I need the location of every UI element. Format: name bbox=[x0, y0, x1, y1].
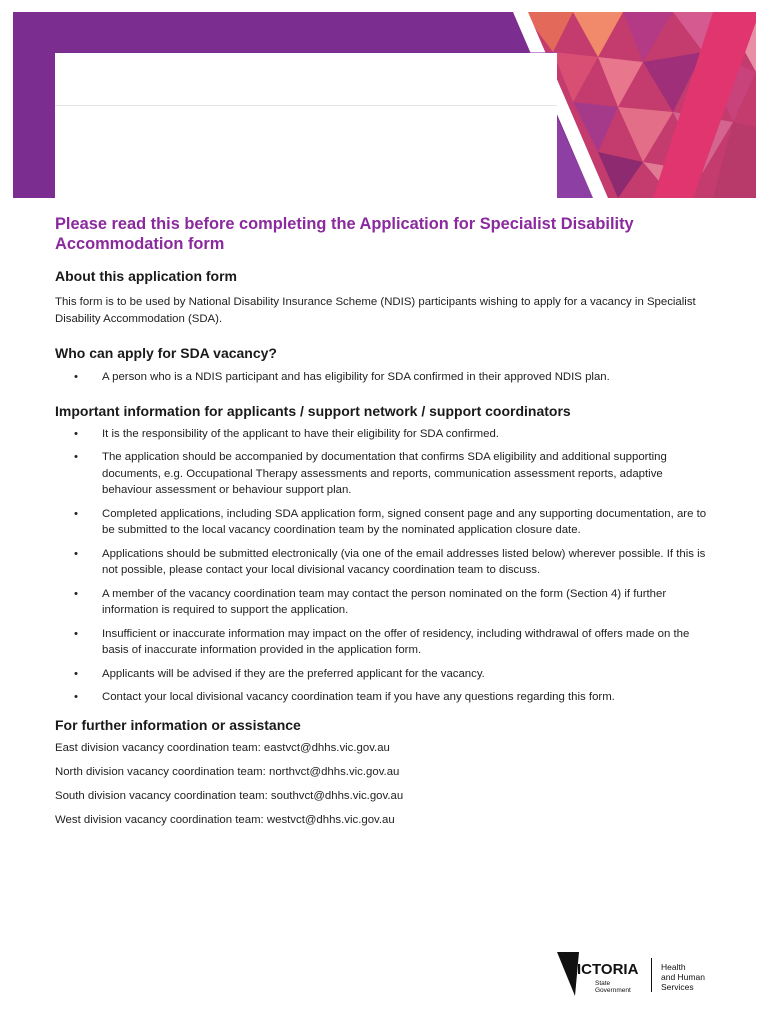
list-item-text: Completed applications, including SDA application form, signed consent page and any supporting documentation, are to be submitted to the local vacancy coordination team by the nominated application closure date. bbox=[102, 507, 707, 536]
header-subtitle-box bbox=[55, 105, 557, 199]
important-heading: Important information for applicants / support network / support coordinators bbox=[55, 402, 571, 419]
bullet-icon: • bbox=[74, 587, 78, 600]
bullet-icon: • bbox=[74, 507, 78, 520]
contact-west: West division vacancy coordination team: westvct@dhhs.vic.gov.au bbox=[55, 813, 395, 826]
contact-east: East division vacancy coordination team: eastvct@dhhs.vic.gov.au bbox=[55, 741, 390, 754]
list-item-text: Applicants will be advised if they are the preferred applicant for the vacancy. bbox=[102, 667, 485, 680]
list-item-text: A person who is a NDIS participant and has eligibility for SDA confirmed in their approved NDIS plan. bbox=[102, 371, 610, 383]
logo-state: State bbox=[595, 980, 611, 987]
list-item bbox=[55, 449, 715, 499]
dept-line3: Services bbox=[661, 982, 694, 992]
bullet-icon: • bbox=[74, 667, 78, 680]
contact-north: North division vacancy coordination team: northvct@dhhs.vic.gov.au bbox=[55, 765, 400, 778]
list-item bbox=[55, 426, 715, 443]
list-item-text: The application should be accompanied by documentation that confirms SDA eligibility and additional supporting documents, e.g. Occupational Therapy assessments and reports, communication assessment reports, adaptive behaviour assessment or behaviour support plan. bbox=[102, 451, 667, 496]
logo-wordmark: VICTORIA bbox=[567, 961, 639, 978]
list-item bbox=[55, 586, 715, 619]
list-item bbox=[55, 666, 715, 683]
bullet-icon: • bbox=[74, 547, 78, 560]
list-item-text: It is the responsibility of the applicant to have their eligibility for SDA confirmed. bbox=[102, 427, 499, 440]
about-heading: About this application form bbox=[55, 268, 237, 284]
bullet-icon: • bbox=[74, 627, 78, 640]
bullet-icon: • bbox=[74, 691, 78, 703]
page-title: Please read this before completing the Application for Specialist Disability Accommodation form bbox=[55, 215, 634, 253]
list-item-text: Applications should be submitted electronically (via one of the email addresses listed below) wherever possible. If this is not possible, please contact your local divisional vacancy coordination team to discuss. bbox=[102, 547, 706, 576]
victoria-government-logo bbox=[557, 950, 727, 998]
list-item bbox=[55, 506, 715, 539]
document-body bbox=[55, 214, 715, 836]
about-text: This form is to be used by National Disability Insurance Scheme (NDIS) participants wishing to apply for a vacancy in Specialist Disability Accommodation (SDA). bbox=[55, 296, 696, 325]
dept-line1: Health bbox=[661, 962, 686, 972]
bullet-icon: • bbox=[74, 427, 78, 440]
further-heading: For further information or assistance bbox=[55, 716, 301, 733]
important-list bbox=[55, 426, 715, 706]
list-item bbox=[55, 546, 715, 579]
list-item-text: Insufficient or inaccurate information may impact on the offer of residency, including withdrawal of offers made on the basis of inaccurate information provided in the application form. bbox=[102, 627, 690, 656]
who-heading: Who can apply for SDA vacancy? bbox=[55, 345, 277, 361]
bullet-icon: • bbox=[74, 451, 78, 463]
contacts-list bbox=[55, 740, 715, 829]
list-item bbox=[55, 689, 715, 706]
who-list bbox=[55, 369, 715, 386]
list-item bbox=[55, 626, 715, 659]
logo-government: Government bbox=[595, 987, 631, 994]
dept-line2: and Human bbox=[661, 972, 705, 982]
header-title-box bbox=[55, 53, 557, 105]
bullet-icon: • bbox=[74, 371, 78, 383]
list-item-text: A member of the vacancy coordination team may contact the person nominated on the form (Section 4) if further information is required to support the application. bbox=[102, 587, 667, 616]
contact-south: South division vacancy coordination team: southvct@dhhs.vic.gov.au bbox=[55, 789, 404, 802]
list-item bbox=[55, 369, 715, 386]
list-item-text: Contact your local divisional vacancy coordination team if you have any questions regarding this form. bbox=[102, 691, 615, 703]
